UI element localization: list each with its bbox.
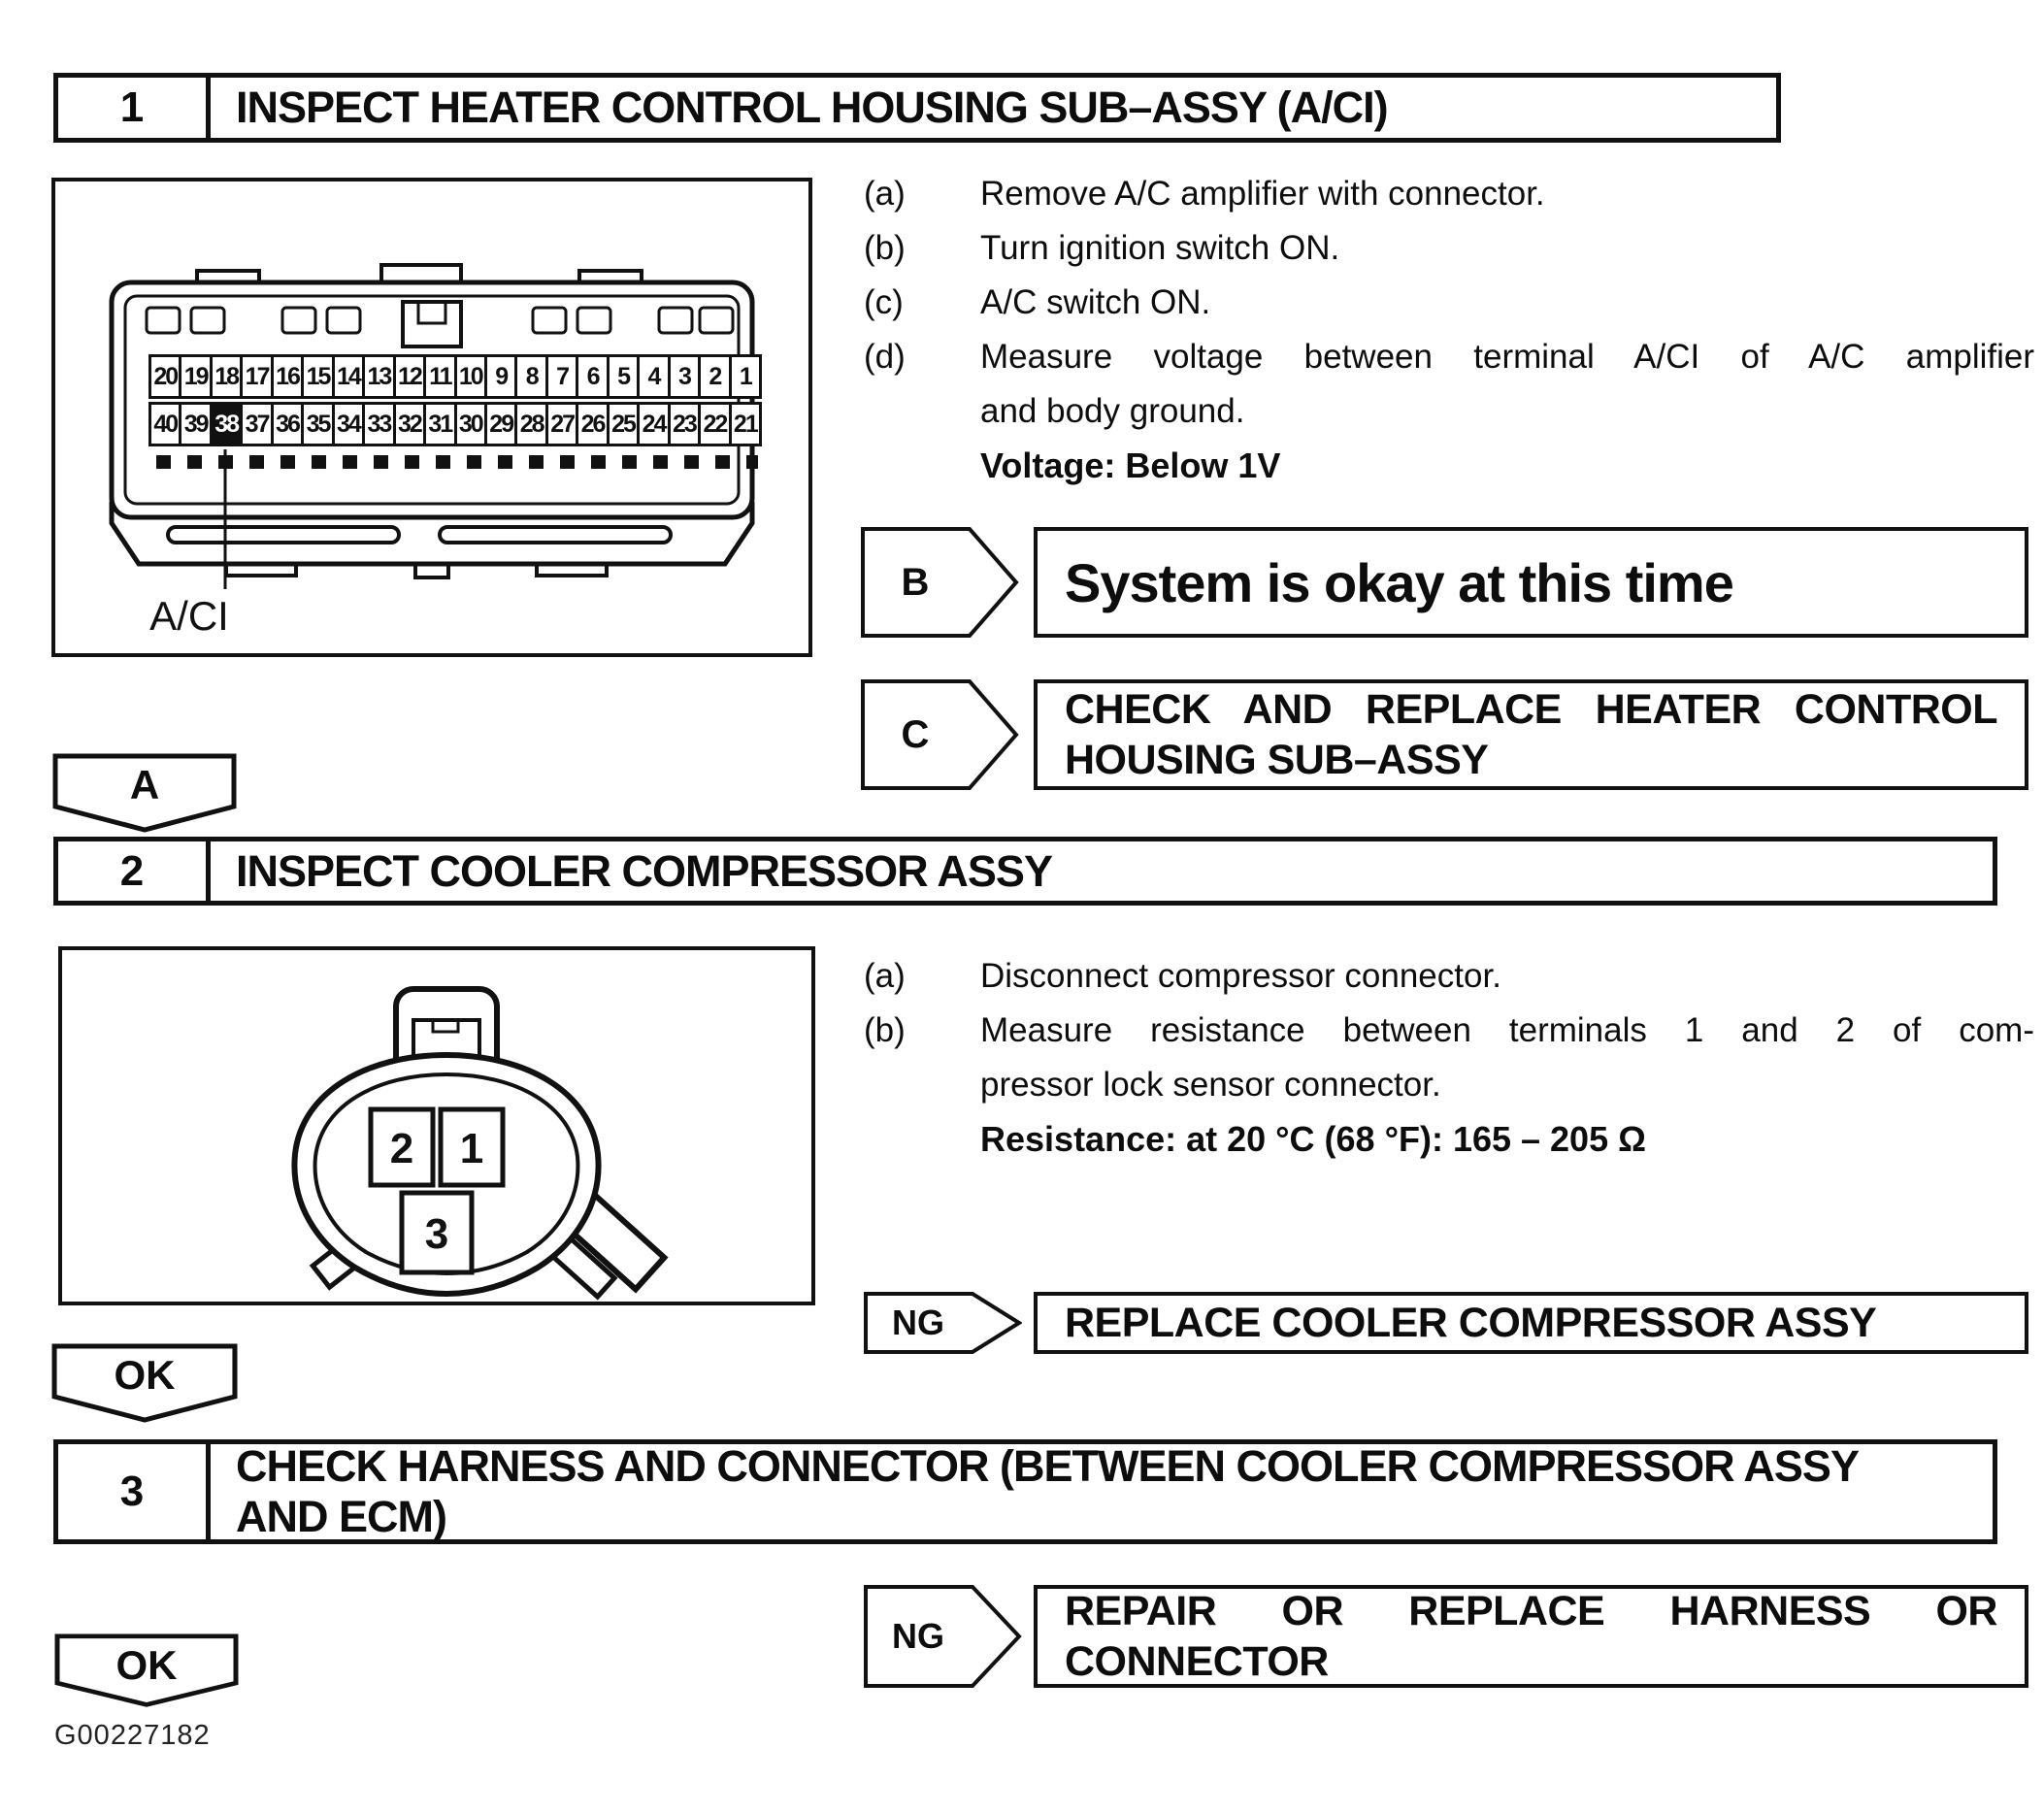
flow-connector-a-label: A bbox=[129, 762, 160, 808]
flow-connector-a-banner bbox=[52, 753, 237, 835]
step2-ok-label: OK bbox=[114, 1352, 176, 1398]
pin-32: 32 bbox=[393, 402, 426, 446]
pin-15: 15 bbox=[301, 354, 334, 399]
pin-31: 31 bbox=[423, 402, 456, 446]
pin-24: 24 bbox=[637, 402, 670, 446]
pin-23: 23 bbox=[668, 402, 701, 446]
pin-28: 28 bbox=[514, 402, 547, 446]
step1-number: 1 bbox=[58, 78, 211, 138]
terminal-3-label: 3 bbox=[424, 1210, 449, 1258]
step3-ng-marker: NG bbox=[892, 1616, 944, 1656]
result-b-arrow bbox=[861, 527, 1019, 638]
step1-figure-box bbox=[51, 178, 812, 657]
step2-spec-resistance: Resistance: at 20 °C (68 °F): 165 – 205 Ω bbox=[980, 1119, 1646, 1159]
step2-ng-box bbox=[1034, 1292, 2028, 1354]
terminal-1-label: 1 bbox=[459, 1125, 484, 1172]
step1-instruction-d: (d) Measure voltage between terminal A/CI of A/C amplifier and body ground. bbox=[864, 338, 2034, 430]
step2-ng-text: REPLACE COOLER COMPRESSOR ASSY bbox=[1065, 1299, 1877, 1346]
pin-5: 5 bbox=[607, 354, 640, 399]
step2-instruction-b: (b) Measure resistance between terminals 1 and 2 of com- pressor lock sensor connector. bbox=[864, 1011, 2034, 1104]
pin-36: 36 bbox=[271, 402, 304, 446]
pin-11: 11 bbox=[423, 354, 456, 399]
result-b-text: System is okay at this time bbox=[1065, 551, 1733, 613]
pin-18: 18 bbox=[210, 354, 243, 399]
pin-3: 3 bbox=[668, 354, 701, 399]
result-b-box bbox=[1034, 527, 2028, 638]
result-b-marker: B bbox=[901, 560, 930, 604]
pin-8: 8 bbox=[514, 354, 547, 399]
step1-header bbox=[53, 73, 1781, 143]
result-c-marker: C bbox=[901, 712, 930, 756]
pin-17: 17 bbox=[240, 354, 273, 399]
pin-40: 40 bbox=[148, 402, 181, 446]
pin-27: 27 bbox=[545, 402, 578, 446]
step1-title: INSPECT HEATER CONTROL HOUSING SUB–ASSY (A/CI) bbox=[236, 82, 1388, 132]
figure-code: G00227182 bbox=[54, 1720, 211, 1751]
step3-header bbox=[53, 1439, 1997, 1544]
pin-2: 2 bbox=[698, 354, 731, 399]
step2-ng-marker: NG bbox=[892, 1303, 944, 1342]
pin-34: 34 bbox=[332, 402, 365, 446]
pin-30: 30 bbox=[454, 402, 487, 446]
step3-title-line2: AND ECM) bbox=[236, 1492, 446, 1541]
pin-7: 7 bbox=[545, 354, 578, 399]
step3-ok-label: OK bbox=[115, 1642, 178, 1688]
pin-19: 19 bbox=[179, 354, 212, 399]
pin-20: 20 bbox=[148, 354, 181, 399]
step3-ok-banner bbox=[54, 1633, 239, 1709]
step2-header bbox=[53, 837, 1997, 906]
pin-9: 9 bbox=[484, 354, 517, 399]
step1-instruction-c: (c) A/C switch ON. bbox=[864, 283, 1211, 321]
pin-row-bottom bbox=[148, 402, 762, 446]
step2-title: INSPECT COOLER COMPRESSOR ASSY bbox=[236, 845, 1052, 896]
pin-4: 4 bbox=[637, 354, 670, 399]
pin-22: 22 bbox=[698, 402, 731, 446]
pin-6: 6 bbox=[576, 354, 609, 399]
pin-12: 12 bbox=[393, 354, 426, 399]
pin-39: 39 bbox=[179, 402, 212, 446]
step3-ng-arrow bbox=[864, 1585, 1022, 1688]
connector-3pin-drawing-icon bbox=[62, 950, 811, 1302]
terminal-2-label: 2 bbox=[389, 1125, 414, 1172]
pin-21: 21 bbox=[729, 402, 762, 446]
result-c-arrow bbox=[861, 679, 1019, 790]
step1-instruction-a: (a) Remove A/C amplifier with connector. bbox=[864, 175, 1545, 213]
result-c-box: CHECK AND REPLACE HEATER CONTROL HOUSING SUB–ASSY bbox=[1034, 679, 2028, 790]
pin-14: 14 bbox=[332, 354, 365, 399]
step2-number: 2 bbox=[58, 841, 211, 901]
step2-ng-arrow bbox=[864, 1292, 1022, 1354]
pin-37: 37 bbox=[240, 402, 273, 446]
step3-title-line1: CHECK HARNESS AND CONNECTOR (BETWEEN COOLER COMPRESSOR ASSY bbox=[236, 1441, 1859, 1491]
pin-35: 35 bbox=[301, 402, 334, 446]
pin-callout-label: A/CI bbox=[149, 593, 229, 639]
pin-row-top bbox=[148, 354, 762, 399]
step2-instruction-a: (a) Disconnect compressor connector. bbox=[864, 957, 1501, 995]
pin-1: 1 bbox=[729, 354, 762, 399]
pin-33: 33 bbox=[362, 402, 395, 446]
pin-25: 25 bbox=[607, 402, 640, 446]
pin-10: 10 bbox=[454, 354, 487, 399]
pin-16: 16 bbox=[271, 354, 304, 399]
pin-38: 38 bbox=[210, 402, 243, 446]
step1-spec-voltage: Voltage: Below 1V bbox=[980, 445, 1281, 485]
pin-29: 29 bbox=[484, 402, 517, 446]
step2-figure-box bbox=[58, 946, 815, 1305]
step3-number: 3 bbox=[58, 1444, 211, 1539]
pin-26: 26 bbox=[576, 402, 609, 446]
step3-ng-box: REPAIR OR REPLACE HARNESS OR CONNECTOR bbox=[1034, 1585, 2028, 1688]
pin-13: 13 bbox=[362, 354, 395, 399]
step2-ok-banner bbox=[51, 1343, 238, 1425]
step1-instruction-b: (b) Turn ignition switch ON. bbox=[864, 229, 1340, 267]
